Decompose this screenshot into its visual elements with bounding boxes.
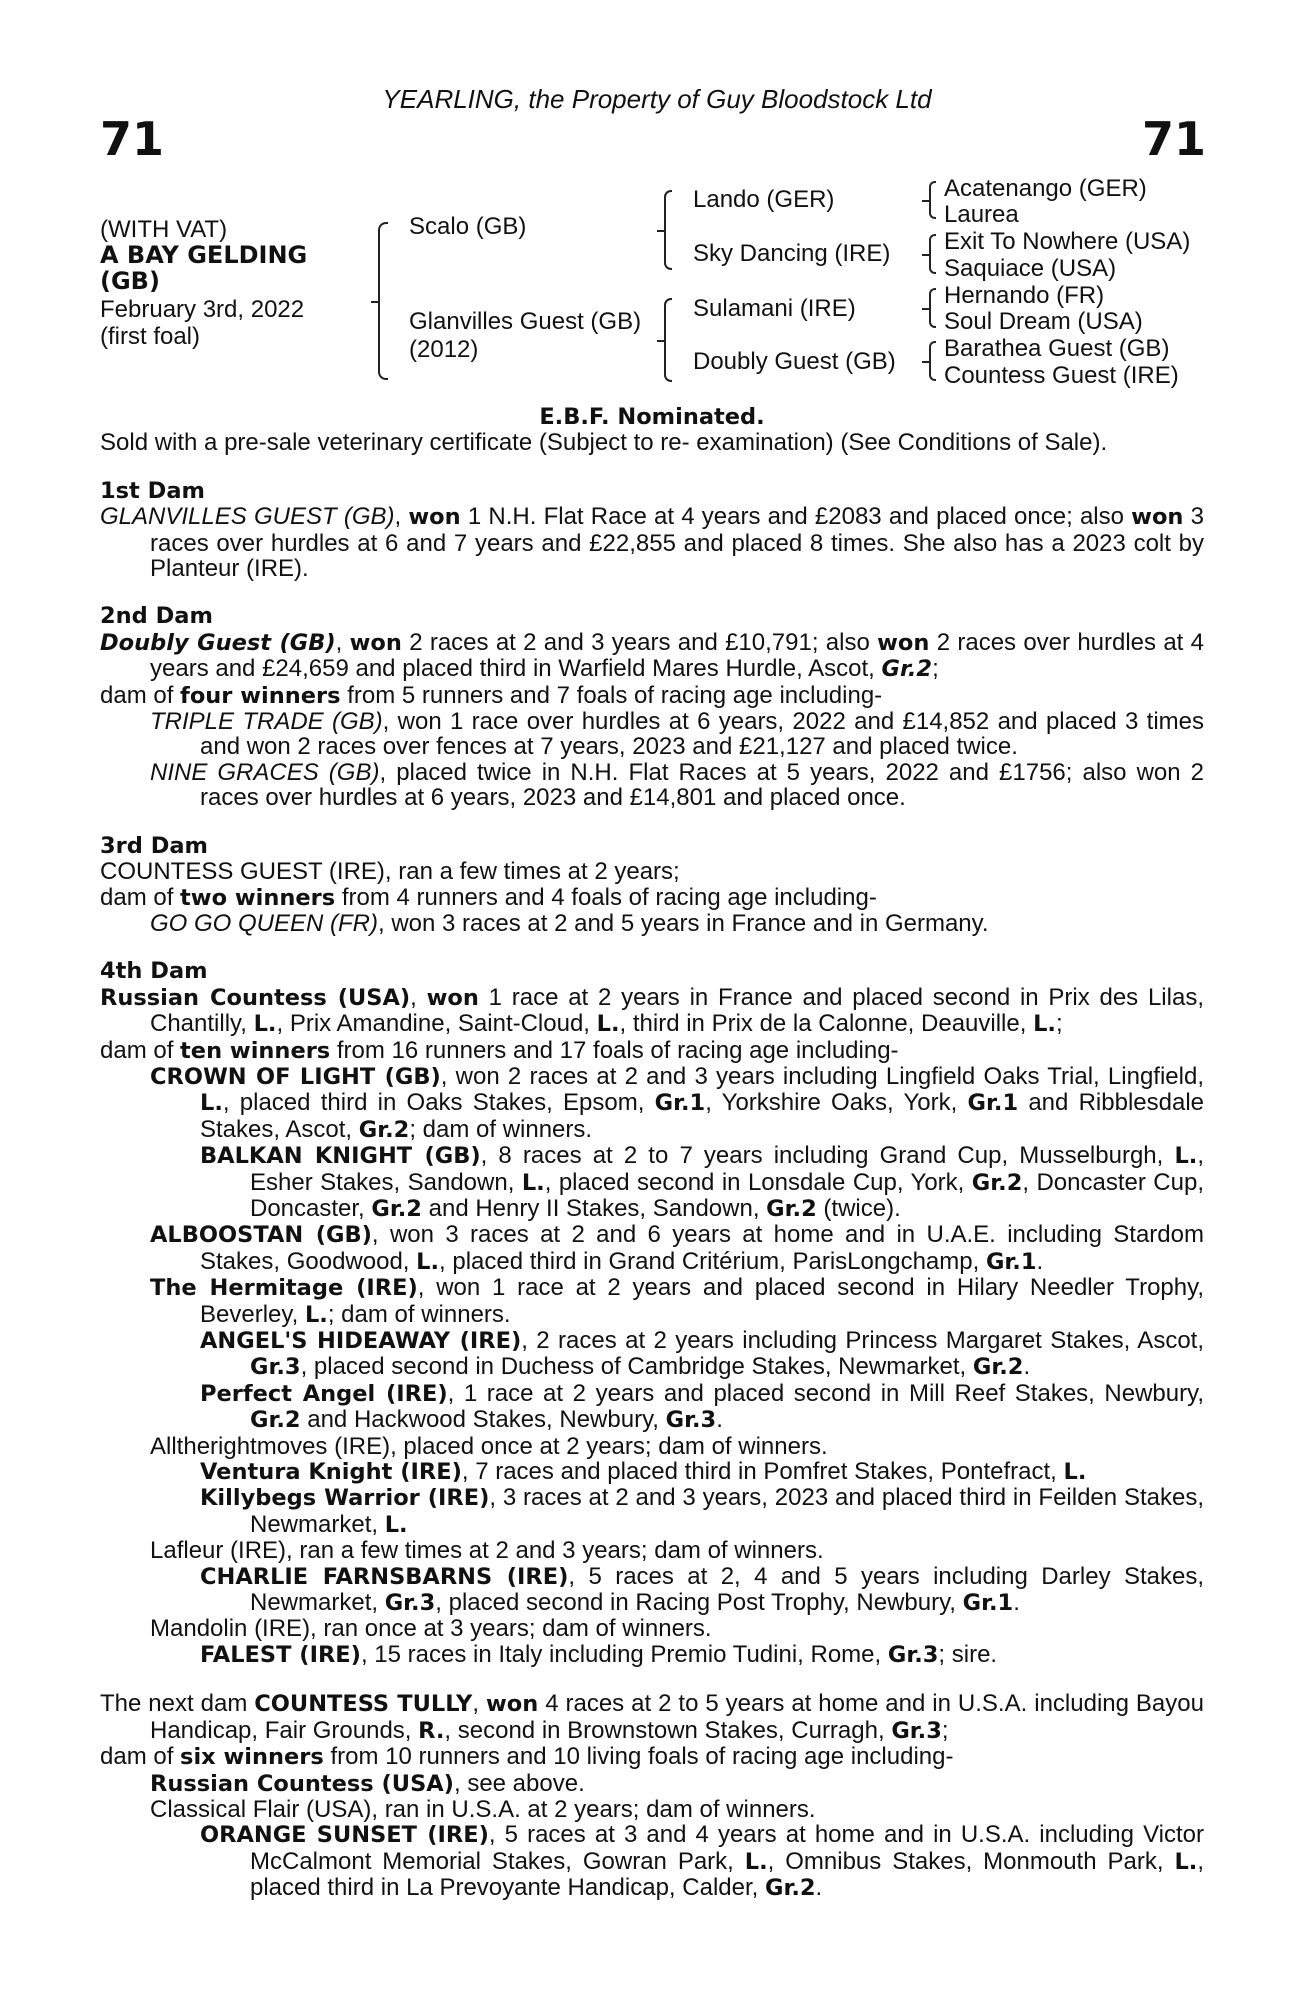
lot-number-left: 71 [100,112,165,166]
second-dam-heading: 2nd Dam [100,603,213,630]
pedigree-dam: Glanvilles Guest (GB) [409,308,642,335]
foal-note: (first foal) [100,323,201,350]
vat-note: (WITH VAT) [100,216,228,243]
first-dam-section [100,479,1204,582]
pedigree-brace-sd [929,234,936,274]
pedigree-ssd: Laurea [944,201,1019,228]
pedigree-ddd: Countess Guest (IRE) [944,362,1179,389]
horse-name: A BAY GELDING [100,241,308,269]
fourth-dam-section [100,959,1204,1668]
vet-certificate-note: Sold with a pre-sale veterinary certificate (Subject to re- examination) (See Conditions of Sale). [100,429,1108,457]
list-item: Classical Flair (USA), ran in U.S.A. at 2 years; dam of winners. [150,1795,816,1823]
next-dam-produce: dam of six winners from 10 runners and 10 living foals of racing age including- [100,1743,954,1771]
list-item: CHARLIE FARNSBARNS (IRE), 5 races at 2, 4 and 5 years including Darley Stakes, Newmarket, Gr.3, placed second in Racing Post Trophy, Newbury, Gr.1. [200,1562,1204,1617]
ebf-nomination: E.B.F. Nominated. [539,404,765,430]
list-item: The Hermitage (IRE), won 1 race at 2 years and placed second in Hilary Needler Trophy, Beverley, L.; dam of winners. [150,1274,1204,1328]
third-dam-produce: dam of two winners from 4 runners and 4 foals of racing age including- [100,883,877,911]
third-dam-heading: 3rd Dam [100,832,208,859]
third-dam-section [100,834,1204,937]
list-item: ALBOOSTAN (GB), won 3 races at 2 and 6 years at home and in U.A.E. including Stardom Stakes, Goodwood, L., placed third in Grand Critérium, ParisLongchamp, Gr.1. [150,1221,1204,1275]
list-item: NINE GRACES (GB), placed twice in N.H. Flat Races at 5 years, 2022 and £1756; also won 2 races over hurdles at 6 years, 2023 and £14,801 and placed once. [150,758,1204,812]
pedigree-sds: Exit To Nowhere (USA) [944,228,1191,255]
pedigree-dam-sire: Sulamani (IRE) [693,295,856,322]
pedigree-dds: Barathea Guest (GB) [944,335,1170,362]
pedigree-sire-sire: Lando (GER) [693,186,835,213]
list-item: CROWN OF LIGHT (GB), won 2 races at 2 and 3 years including Lingfield Oaks Trial, Lingfield, L., placed third in Oaks Stakes, Epsom, Gr.1, Yorkshire Oaks, York, Gr.1 and Ribblesdale Stakes, Ascot, Gr.2; dam of winners. [150,1062,1205,1143]
third-dam-record: COUNTESS GUEST (IRE), ran a few times at 2 years; [100,858,680,886]
list-item: Russian Countess (USA), see above. [150,1769,585,1797]
next-dam-record: The next dam COUNTESS TULLY, won 4 races at 2 to 5 years at home and in U.S.A. including Bayou Handicap, Fair Grounds, R., second in Brownstown Stakes, Curragh, Gr.3; [100,1690,1204,1744]
horse-country: (GB) [100,267,160,295]
pedigree-dsd: Soul Dream (USA) [944,308,1143,335]
first-dam-heading: 1st Dam [100,477,205,504]
list-item: BALKAN KNIGHT (GB), 8 races at 2 to 7 years including Grand Cup, Musselburgh, L., Esher Stakes, Sandown, L., placed second in Lonsdale Cup, York, Gr.2, Doncaster Cup, Doncaster, Gr.2 and Henry II Stakes, Sandown, Gr.2 (twice). [200,1142,1204,1222]
pedigree-dam-dam: Doubly Guest (GB) [693,348,896,375]
pedigree-brace-ss [929,181,936,219]
pedigree-sire: Scalo (GB) [409,213,527,240]
pedigree-dss: Hernando (FR) [944,282,1105,309]
list-item: Perfect Angel (IRE), 1 race at 2 years and placed second in Mill Reef Stakes, Newbury, Gr.2 and Hackwood Stakes, Newbury, Gr.3. [200,1379,1204,1434]
fourth-dam-produce: dam of ten winners from 16 runners and 17 foals of racing age including- [100,1036,899,1064]
list-item: Ventura Knight (IRE), 7 races and placed third in Pomfret Stakes, Pontefract, L. [200,1458,1087,1486]
pedigree-sss: Acatenango (GER) [944,175,1147,202]
catalogue-body [100,404,1204,1902]
list-item: Lafleur (IRE), ran a few times at 2 and 3 years; dam of winners. [150,1537,824,1565]
horse-dob: February 3rd, 2022 [100,296,305,323]
pedigree-dam-year: (2012) [409,336,479,363]
list-item: TRIPLE TRADE (GB), won 1 race over hurdles at 6 years, 2022 and £14,852 and placed 3 times and won 2 races over fences at 7 years, 2023 and £21,127 and placed twice. [150,708,1204,761]
pedigree-brace-dd [929,341,936,381]
fourth-dam-record: Russian Countess (USA), won 1 race at 2 years in France and placed second in Prix des Lilas, Chantilly, L., Prix Amandine, Saint-Cloud, L., third in Prix de la Calonne, Deauville, L.; [100,983,1204,1038]
second-dam-record: Doubly Guest (GB), won 2 races at 2 and 3 years and £10,791; also won 2 races over hurdles at 4 years and £24,659 and placed third in Warfield Mares Hurdle, Ascot, Gr.2; [100,628,1204,683]
second-dam-produce: dam of four winners from 5 runners and 7 foals of racing age including- [100,681,883,709]
pedigree-brace-sire [664,190,672,270]
fourth-dam-heading: 4th Dam [100,958,208,985]
second-dam-section [100,604,1204,810]
list-item: FALEST (IRE), 15 races in Italy including Premio Tudini, Rome, Gr.3; sire. [200,1640,998,1668]
lot-number-right: 71 [1141,112,1206,166]
list-item: GO GO QUEEN (FR), won 3 races at 2 and 5 years in France and in Germany. [150,909,989,937]
list-item: Mandolin (IRE), ran once at 3 years; dam of winners. [150,1615,712,1643]
catalogue-header: YEARLING, the Property of Guy Bloodstock Ltd [382,84,932,114]
list-item: Killybegs Warrior (IRE), 3 races at 2 and 3 years, 2023 and placed third in Feilden Stakes, Newmarket, L. [200,1484,1204,1538]
next-dam-section [100,1691,1204,1901]
pedigree-sire-dam: Sky Dancing (IRE) [693,240,891,267]
pedigree-brace-gen1 [378,222,388,380]
pedigree-brace-ds [929,288,936,328]
list-item: ANGEL'S HIDEAWAY (IRE), 2 races at 2 years including Princess Margaret Stakes, Ascot, Gr.3, placed second in Duchess of Cambridge Stakes, Newmarket, Gr.2. [200,1327,1204,1381]
list-item: Alltherightmoves (IRE), placed once at 2 years; dam of winners. [150,1432,828,1460]
pedigree-sdd: Saquiace (USA) [944,255,1117,282]
list-item: ORANGE SUNSET (IRE), 5 races at 3 and 4 years at home and in U.S.A. including Victor McCalmont Memorial Stakes, Gowran Park, L., Omnibus Stakes, Monmouth Park, L., placed third in La Prevoyante Handicap, Calder, Gr.2. [200,1821,1204,1902]
pedigree-brace-dam [664,298,672,382]
first-dam-record: GLANVILLES GUEST (GB), won 1 N.H. Flat Race at 4 years and £2083 and placed once; also won 3 races over hurdles at 6 and 7 years and £22,855 and placed 8 times. She also has a 2023 colt by Planteur (IRE). [100,503,1204,583]
